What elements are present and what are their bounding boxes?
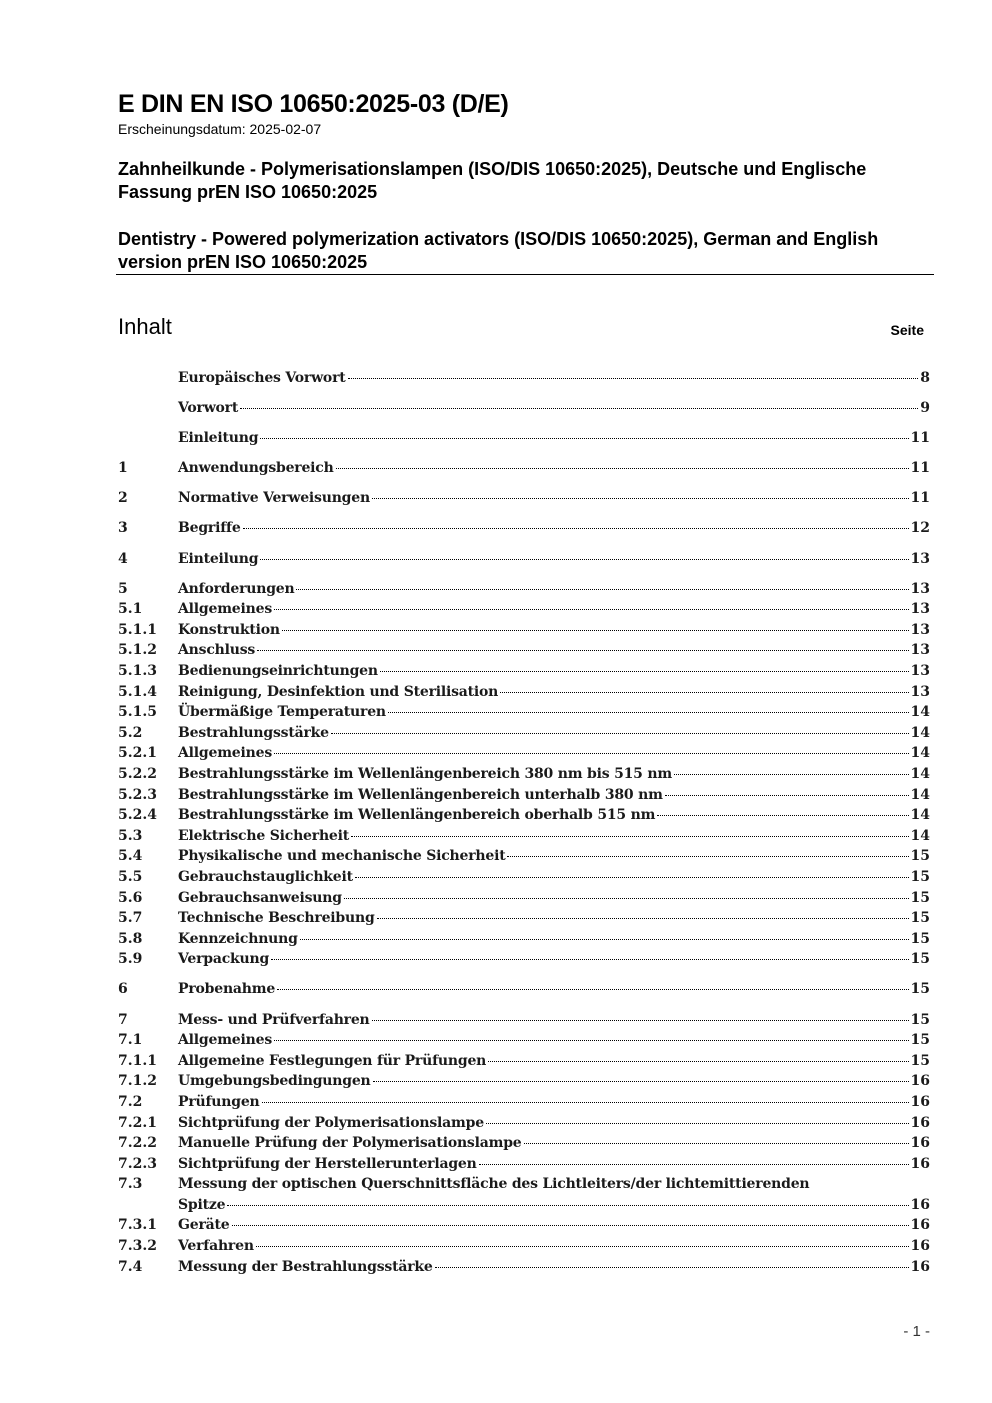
- toc-entry-label: Sichtprüfung der Herstellerunterlagen: [178, 1155, 477, 1172]
- toc-entry-text: [178, 661, 930, 682]
- toc-entry-page: 15: [910, 889, 930, 906]
- toc-entry-page: 13: [910, 621, 930, 638]
- toc-dot-leader: [260, 438, 908, 439]
- toc-dot-leader: [500, 692, 908, 693]
- toc-entry-page: 15: [910, 1052, 930, 1069]
- toc-entry[interactable]: [118, 599, 930, 620]
- toc-entry-page: 14: [910, 745, 930, 762]
- toc-dot-leader: [262, 1102, 909, 1103]
- toc-entry[interactable]: [118, 979, 930, 1000]
- toc-entry-text: [178, 1071, 930, 1092]
- toc-entry-page: 15: [910, 981, 930, 998]
- toc-entry[interactable]: [118, 549, 930, 570]
- toc-entry-label: Europäisches Vorwort: [178, 370, 346, 386]
- toc-entry-number: 5.7: [118, 910, 143, 927]
- toc-entry-text: [178, 368, 930, 389]
- toc-entry-page: 15: [910, 910, 930, 927]
- toc-dot-leader: [256, 1246, 909, 1247]
- toc-entry-page: 8: [920, 370, 930, 386]
- toc-entry-page: 14: [910, 704, 930, 721]
- toc-dot-leader: [274, 753, 909, 754]
- toc-entry[interactable]: [118, 908, 930, 929]
- toc-entry-page: 13: [910, 683, 930, 700]
- toc-entry[interactable]: [118, 398, 930, 419]
- toc-entry-label: Einteilung: [178, 550, 259, 567]
- toc-entry-label: Konstruktion: [178, 621, 280, 638]
- toc-dot-leader: [296, 589, 908, 590]
- toc-entry[interactable]: [118, 1010, 930, 1031]
- toc-entry[interactable]: [118, 949, 930, 970]
- toc-entry-text: [178, 1030, 930, 1051]
- toc-entry-label: Normative Verweisungen: [178, 490, 370, 507]
- toc-entry-page: 15: [910, 848, 930, 865]
- toc-entry-page: 16: [910, 1238, 930, 1255]
- toc-entry-text: [178, 888, 930, 909]
- toc-entry-label: Allgemeines: [178, 1032, 273, 1049]
- toc-entry-continuation: [178, 1195, 930, 1216]
- toc-entry-text: [178, 1257, 930, 1278]
- toc-entry-number: 6: [118, 981, 128, 998]
- toc-entry-text: [178, 620, 930, 641]
- toc-entry-text: [178, 723, 930, 744]
- toc-entry-number: 5.1: [118, 601, 143, 618]
- page-column-label: Seite: [890, 322, 924, 338]
- toc-entry-label: Sichtprüfung der Polymerisationslampe: [178, 1114, 484, 1131]
- toc-entry-text: [178, 1010, 930, 1031]
- table-of-contents: [118, 368, 930, 1277]
- toc-entry-page: 11: [910, 460, 930, 477]
- toc-entry[interactable]: [118, 1257, 930, 1278]
- toc-entry-number: 7.1.1: [118, 1052, 157, 1069]
- toc-entry-text: [178, 743, 930, 764]
- toc-entry[interactable]: [118, 518, 930, 539]
- toc-entry-page: 15: [910, 1032, 930, 1049]
- toc-dot-leader: [355, 877, 909, 878]
- toc-entry-number: 5.4: [118, 848, 143, 865]
- toc-entry[interactable]: [118, 682, 930, 703]
- toc-entry-page: 16: [910, 1073, 930, 1090]
- toc-entry-label: Gebrauchsanweisung: [178, 889, 342, 906]
- toc-entry-label: Reinigung, Desinfektion und Sterilisation: [178, 683, 499, 700]
- toc-entry-text: [178, 549, 930, 570]
- toc-entry-label: Allgemeines: [178, 745, 273, 762]
- toc-entry[interactable]: [118, 723, 930, 744]
- toc-entry-number: 7: [118, 1011, 128, 1028]
- toc-entry[interactable]: [118, 1092, 930, 1113]
- toc-entry-text: [178, 929, 930, 950]
- toc-entry-page: 13: [910, 601, 930, 618]
- toc-dot-leader: [479, 1164, 909, 1165]
- toc-entry[interactable]: [118, 764, 930, 785]
- toc-entry[interactable]: [118, 640, 930, 661]
- toc-entry[interactable]: [118, 1236, 930, 1257]
- toc-entry-number: 7.3.2: [118, 1238, 157, 1255]
- toc-entry-page: 16: [910, 1114, 930, 1131]
- toc-entry[interactable]: [118, 458, 930, 479]
- toc-dot-leader: [274, 1040, 909, 1041]
- toc-entry-label: Probenahme: [178, 981, 276, 998]
- toc-entry[interactable]: [118, 488, 930, 509]
- toc-entry[interactable]: [118, 1071, 930, 1092]
- toc-entry-number: 5.1.1: [118, 621, 157, 638]
- toc-entry-text: [178, 867, 930, 888]
- toc-entry-text: [178, 398, 930, 419]
- toc-entry-number: 7.2.3: [118, 1155, 157, 1172]
- toc-entry-label: Begriffe: [178, 520, 241, 537]
- toc-entry-page: 14: [910, 786, 930, 803]
- toc-entry-text: [178, 764, 930, 785]
- toc-entry[interactable]: [118, 579, 930, 600]
- toc-entry-number: 1: [118, 460, 128, 477]
- toc-entry-number: 5.3: [118, 827, 143, 844]
- toc-dot-leader: [331, 733, 909, 734]
- toc-entry-label: Übermäßige Temperaturen: [178, 704, 386, 721]
- toc-entry-label: Allgemeine Festlegungen für Prüfungen: [178, 1052, 487, 1069]
- toc-entry-text: [178, 1215, 930, 1236]
- toc-entry-text: [178, 1113, 930, 1134]
- toc-entry-page: 16: [910, 1196, 930, 1213]
- toc-dot-leader: [336, 468, 909, 469]
- toc-entry-page: 16: [910, 1258, 930, 1275]
- toc-entry-label: Bestrahlungsstärke im Wellenlängenbereich oberhalb 515 nm: [178, 807, 656, 824]
- toc-entry-number: 5.9: [118, 951, 143, 968]
- toc-entry-page: 12: [910, 520, 930, 537]
- toc-dot-leader: [348, 378, 919, 379]
- toc-dot-leader: [227, 1205, 908, 1206]
- toc-entry-label: Anschluss: [178, 642, 256, 659]
- toc-entry-text: [178, 488, 930, 509]
- toc-entry-label: Einleitung: [178, 430, 259, 447]
- toc-entry[interactable]: [118, 1113, 930, 1134]
- toc-entry-label: Anforderungen: [178, 580, 295, 597]
- toc-entry-label: Messung der Bestrahlungsstärke: [178, 1258, 433, 1275]
- toc-entry-label: Bestrahlungsstärke: [178, 724, 329, 741]
- toc-entry-text: [178, 640, 930, 661]
- toc-entry-number: 7.2.1: [118, 1114, 157, 1131]
- toc-entry-label-continued: Spitze: [178, 1196, 226, 1213]
- toc-entry-number: 5.8: [118, 930, 143, 947]
- toc-entry-text: [178, 805, 930, 826]
- toc-entry-label: Technische Beschreibung: [178, 910, 375, 927]
- toc-dot-leader: [257, 650, 908, 651]
- toc-entry-page: 14: [910, 807, 930, 824]
- toc-entry-text: [178, 579, 930, 600]
- toc-entry[interactable]: [118, 743, 930, 764]
- document-number: E DIN EN ISO 10650:2025-03 (D/E): [118, 90, 509, 118]
- toc-dot-leader: [260, 559, 908, 560]
- toc-entry-number: 4: [118, 550, 128, 567]
- toc-dot-leader: [232, 1225, 909, 1226]
- toc-entry-label: Messung der optischen Querschnittsfläche des Lichtleiters/der lichtemittierenden: [178, 1176, 810, 1193]
- toc-entry-number: 2: [118, 490, 128, 507]
- toc-entry-page: 15: [910, 951, 930, 968]
- toc-dot-leader: [486, 1123, 909, 1124]
- toc-dot-leader: [380, 671, 909, 672]
- toc-dot-leader: [507, 856, 908, 857]
- toc-entry-text: [178, 949, 930, 970]
- toc-entry-text: [178, 846, 930, 867]
- title-english: Dentistry - Powered polymerization activators (ISO/DIS 10650:2025), German and English version prEN ISO 10650:2025: [118, 229, 879, 272]
- toc-entry[interactable]: [118, 1133, 930, 1154]
- toc-entry[interactable]: [118, 826, 930, 847]
- toc-entry-label: Anwendungsbereich: [178, 460, 334, 477]
- toc-dot-leader: [657, 815, 908, 816]
- toc-entry-text: [178, 518, 930, 539]
- toc-entry-label: Manuelle Prüfung der Polymerisationslampe: [178, 1135, 522, 1152]
- toc-dot-leader: [377, 918, 909, 919]
- toc-entry-text: [178, 1092, 930, 1113]
- toc-dot-leader: [372, 1020, 909, 1021]
- toc-entry-text: [178, 1236, 930, 1257]
- toc-entry-text: [178, 428, 930, 449]
- toc-entry-label: Geräte: [178, 1217, 230, 1234]
- toc-entry-page: 14: [910, 827, 930, 844]
- toc-dot-leader: [488, 1061, 908, 1062]
- toc-entry-number: 5.1.4: [118, 683, 157, 700]
- toc-entry-page: 16: [910, 1135, 930, 1152]
- toc-entry-label: Allgemeines: [178, 601, 273, 618]
- toc-entry-number: 5.5: [118, 868, 143, 885]
- toc-entry-number: 7.3.1: [118, 1217, 157, 1234]
- toc-entry-page: 16: [910, 1093, 930, 1110]
- toc-entry[interactable]: [118, 661, 930, 682]
- toc-entry-number: 5.1.5: [118, 704, 157, 721]
- toc-entry-number: 5.2.3: [118, 786, 157, 803]
- toc-entry-page: 15: [910, 930, 930, 947]
- toc-entry-label: Vorwort: [178, 400, 239, 417]
- toc-entry-label: Elektrische Sicherheit: [178, 827, 350, 844]
- toc-entry-number: 7.2.2: [118, 1135, 157, 1152]
- toc-dot-leader: [344, 898, 909, 899]
- toc-entry-number: 7.1.2: [118, 1073, 157, 1090]
- toc-entry-number: 5.1.2: [118, 642, 157, 659]
- toc-entry-label: Gebrauchstauglichkeit: [178, 868, 353, 885]
- toc-entry[interactable]: [118, 620, 930, 641]
- toc-entry-text: [178, 979, 930, 1000]
- toc-entry-number: 5.2: [118, 724, 143, 741]
- page-footer-number: - 1 -: [903, 1323, 930, 1340]
- toc-dot-leader: [524, 1143, 909, 1144]
- toc-entry[interactable]: [118, 1030, 930, 1051]
- toc-entry-number: 5.2.4: [118, 807, 157, 824]
- toc-dot-leader: [665, 795, 909, 796]
- toc-entry-number: 5.6: [118, 889, 143, 906]
- toc-entry-label: Verpackung: [178, 951, 270, 968]
- toc-entry-text: [178, 1133, 930, 1154]
- toc-entry[interactable]: [118, 368, 930, 389]
- toc-entry-text: [178, 458, 930, 479]
- toc-entry-number: 5: [118, 580, 128, 597]
- toc-dot-leader: [435, 1267, 909, 1268]
- toc-dot-leader: [388, 712, 909, 713]
- toc-entry[interactable]: [118, 428, 930, 449]
- toc-heading: Inhalt: [118, 314, 172, 339]
- toc-entry-label: Verfahren: [178, 1238, 254, 1255]
- toc-dot-leader: [372, 498, 909, 499]
- toc-entry-text: [178, 1051, 930, 1072]
- toc-entry[interactable]: [118, 846, 930, 867]
- toc-entry-page: 9: [920, 400, 930, 417]
- toc-entry-text: [178, 826, 930, 847]
- toc-entry-page: 13: [910, 580, 930, 597]
- toc-dot-leader: [351, 836, 909, 837]
- toc-entry-number: 7.4: [118, 1258, 143, 1275]
- toc-entry-number: 5.1.3: [118, 663, 157, 680]
- toc-entry-text: [178, 702, 930, 723]
- toc-entry-page: 13: [910, 663, 930, 680]
- toc-entry-text: [178, 908, 930, 929]
- toc-entry[interactable]: [118, 1154, 930, 1175]
- toc-entry-text: [178, 1154, 930, 1175]
- toc-entry-page: 15: [910, 868, 930, 885]
- toc-dot-leader: [271, 959, 908, 960]
- toc-entry-text: [178, 682, 930, 703]
- toc-entry-number: 5.2.2: [118, 766, 157, 782]
- toc-entry-number: 3: [118, 520, 128, 537]
- toc-entry-label: Bestrahlungsstärke im Wellenlängenbereich 380 nm bis 515 nm: [178, 766, 672, 782]
- toc-dot-leader: [240, 408, 918, 409]
- toc-entry-label: Bedienungseinrichtungen: [178, 663, 378, 680]
- toc-entry[interactable]: [118, 888, 930, 909]
- toc-entry-label: Umgebungsbedingungen: [178, 1073, 371, 1090]
- toc-entry-text: [178, 599, 930, 620]
- publication-date: Erscheinungsdatum: 2025-02-07: [118, 121, 322, 137]
- toc-dot-leader: [274, 609, 909, 610]
- toc-entry-number: 5.2.1: [118, 745, 157, 762]
- toc-entry-page: 11: [910, 490, 930, 507]
- toc-dot-leader: [282, 630, 909, 631]
- toc-entry-label: Kennzeichnung: [178, 930, 298, 947]
- toc-dot-leader: [277, 989, 908, 990]
- toc-entry[interactable]: [118, 1051, 930, 1072]
- toc-entry-text: [178, 785, 930, 806]
- toc-entry-number: 7.3: [118, 1176, 143, 1193]
- toc-entry-page: 16: [910, 1155, 930, 1172]
- toc-entry-page: 15: [910, 1011, 930, 1028]
- toc-entry[interactable]: [118, 867, 930, 888]
- toc-entry-label: Prüfungen: [178, 1093, 260, 1110]
- toc-entry-text: [178, 1174, 930, 1215]
- title-divider: [116, 274, 934, 275]
- toc-entry[interactable]: [118, 1174, 930, 1215]
- toc-entry-label: Bestrahlungsstärke im Wellenlängenbereich unterhalb 380 nm: [178, 786, 663, 803]
- toc-entry[interactable]: [118, 702, 930, 723]
- toc-entry[interactable]: [118, 805, 930, 826]
- toc-entry-page: 13: [910, 550, 930, 567]
- toc-entry[interactable]: [118, 929, 930, 950]
- toc-entry-page: 11: [910, 430, 930, 447]
- toc-entry-number: 7.2: [118, 1093, 143, 1110]
- toc-dot-leader: [373, 1081, 909, 1082]
- toc-entry-page: 14: [910, 766, 930, 782]
- title-german: Zahnheilkunde - Polymerisationslampen (ISO/DIS 10650:2025), Deutsche und Englische Fassung prEN ISO 10650:2025: [118, 159, 867, 202]
- toc-dot-leader: [243, 528, 909, 529]
- toc-entry-label: Mess- und Prüfverfahren: [178, 1011, 370, 1028]
- toc-entry-number: 7.1: [118, 1032, 143, 1049]
- toc-dot-leader: [674, 774, 909, 775]
- toc-dot-leader: [300, 939, 909, 940]
- toc-entry[interactable]: [118, 1215, 930, 1236]
- toc-entry-page: 16: [910, 1217, 930, 1234]
- toc-entry-label: Physikalische und mechanische Sicherheit: [178, 848, 506, 865]
- toc-entry[interactable]: [118, 785, 930, 806]
- toc-entry-page: 14: [910, 724, 930, 741]
- toc-entry-page: 13: [910, 642, 930, 659]
